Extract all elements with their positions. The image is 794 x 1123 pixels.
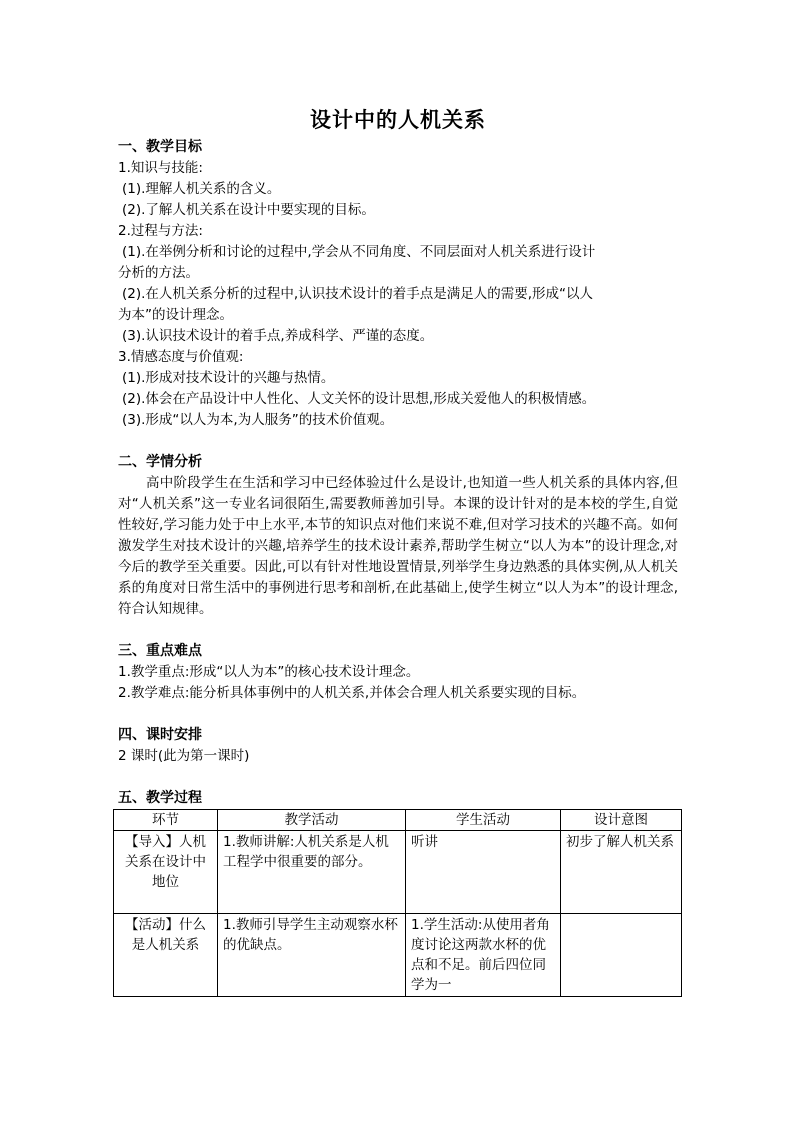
table-cell-intent (561, 914, 682, 997)
process-item-2a: (2).在人机关系分析的过程中,认识技术设计的着手点是满足人的需要,形成“以人 (122, 286, 593, 302)
spacer (118, 767, 678, 788)
table-cell-teacher-activity: 1.教师讲解:人机关系是人机工程学中很重要的部分。 (218, 831, 406, 914)
process-label: 2.过程与方法: (118, 223, 203, 239)
document-content (118, 137, 678, 997)
table-cell-teacher-activity: 1.教师引导学生主动观察水杯的优缺点。 (218, 914, 406, 997)
process-item-3: (3).认识技术设计的着手点,养成科学、严谨的态度。 (122, 328, 434, 344)
emotion-item-3: (3).形成“以人为本,为人服务”的技术价值观。 (122, 412, 394, 428)
spacer (118, 431, 678, 452)
section-heading-process: 五、教学过程 (118, 790, 202, 806)
emotion-label: 3.情感态度与价值观: (118, 349, 244, 365)
table-header-row (114, 810, 682, 831)
table-header-cell: 环节 (114, 810, 218, 831)
process-item-1a: (1).在举例分析和讨论的过程中,学会从不同角度、不同层面对人机关系进行设计 (122, 244, 596, 260)
table-header-cell: 设计意图 (561, 810, 682, 831)
table-header-cell: 学生活动 (406, 810, 561, 831)
section-heading-schedule: 四、课时安排 (118, 727, 202, 743)
key-point-2: 2.教学难点:能分析具体事例中的人机关系,并体会合理人机关系要实现的目标。 (118, 685, 586, 701)
section-heading-analysis: 二、学情分析 (118, 454, 202, 470)
spacer (118, 704, 678, 725)
knowledge-item-1: (1).理解人机关系的含义。 (122, 181, 281, 197)
table-cell-stage: 【导入】人机关系在设计中地位 (114, 831, 218, 914)
table-cell-intent: 初步了解人机关系 (561, 831, 682, 914)
table-cell-student-activity: 听讲 (406, 831, 561, 914)
table-cell-stage: 【活动】什么是人机关系 (114, 914, 218, 997)
section-heading-key-points: 三、重点难点 (118, 643, 202, 659)
table-row (114, 831, 682, 914)
emotion-item-1: (1).形成对技术设计的兴趣与热情。 (122, 370, 335, 386)
emotion-item-2: (2).体会在产品设计中人性化、人文关怀的设计思想,形成关爱他人的积极情感。 (122, 391, 596, 407)
spacer (118, 620, 678, 641)
knowledge-label: 1.知识与技能: (118, 160, 203, 176)
table-header-cell: 教学活动 (218, 810, 406, 831)
process-item-1b: 分析的方法。 (118, 265, 199, 281)
document-title: 设计中的人机关系 (310, 108, 486, 132)
section-heading-objectives: 一、教学目标 (118, 139, 202, 155)
teaching-process-table (113, 809, 682, 997)
knowledge-item-2: (2).了解人机关系在设计中要实现的目标。 (122, 202, 375, 218)
schedule-line: 2 课时(此为第一课时) (118, 748, 250, 764)
table-cell-student-activity: 1.学生活动:从使用者角度讨论这两款水杯的优点和不足。前后四位同学为一 (406, 914, 561, 997)
table-row (114, 914, 682, 997)
analysis-paragraph: 高中阶段学生在生活和学习中已经体验过什么是设计,也知道一些人机关系的具体内容,但对“人机关系”这一专业名词很陌生,需要教师善加引导。本课的设计针对的是本校的学生,自觉性较好,学习能力处于中上水平,本节的知识点对他们来说不难,但对学习技术的兴趣不高。如何激发学生对技术设计的兴趣,培养学生的技术设计素养,帮助学生树立“以人为本”的设计理念,对今后的教学至关重要。因此,可以有针对性地设置情景,列举学生身边熟悉的具体实例,从人机关系的角度对日常生活中的事例进行思考和剖析,在此基础上,使学生树立“以人为本”的设计理念,符合认知规律。 (118, 475, 678, 617)
key-point-1: 1.教学重点:形成“以人为本”的核心技术设计理念。 (118, 664, 420, 680)
process-item-2b: 为本”的设计理念。 (118, 307, 233, 323)
